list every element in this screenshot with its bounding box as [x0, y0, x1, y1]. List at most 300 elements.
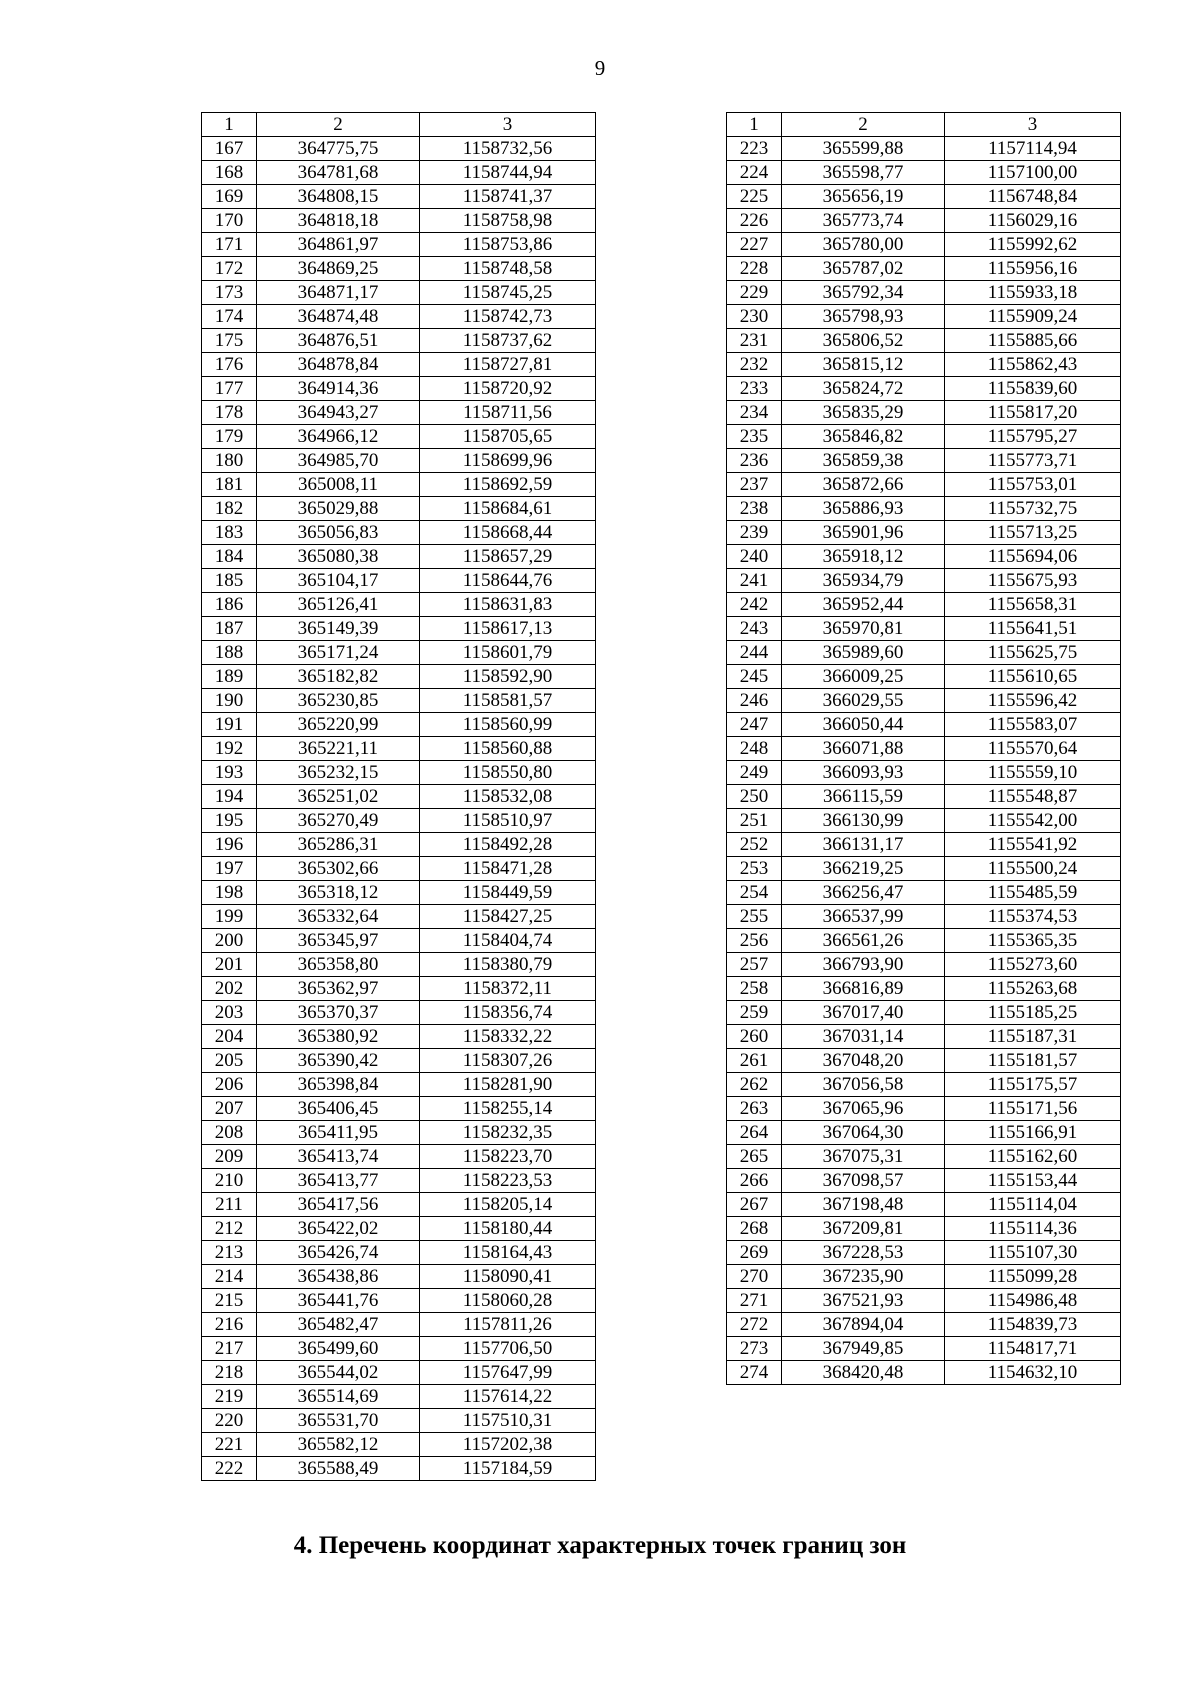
point-number-cell: 260: [727, 1025, 782, 1049]
point-number-cell: 249: [727, 761, 782, 785]
point-number-cell: 171: [202, 233, 257, 257]
table-row: [727, 1169, 1121, 1193]
column-header: 1: [727, 113, 782, 137]
x-coordinate-cell: 365806,52: [782, 329, 945, 353]
table-row: [727, 881, 1121, 905]
x-coordinate-cell: 365406,45: [257, 1097, 420, 1121]
point-number-cell: 237: [727, 473, 782, 497]
x-coordinate-cell: 365080,38: [257, 545, 420, 569]
y-coordinate-cell: 1158492,28: [420, 833, 596, 857]
table-row: [727, 905, 1121, 929]
y-coordinate-cell: 1158223,53: [420, 1169, 596, 1193]
y-coordinate-cell: 1157184,59: [420, 1457, 596, 1481]
x-coordinate-cell: 365934,79: [782, 569, 945, 593]
y-coordinate-cell: 1158720,92: [420, 377, 596, 401]
x-coordinate-cell: 365780,00: [782, 233, 945, 257]
y-coordinate-cell: 1155114,04: [945, 1193, 1121, 1217]
table-row: [202, 593, 596, 617]
table-row: [727, 281, 1121, 305]
y-coordinate-cell: 1155114,36: [945, 1217, 1121, 1241]
x-coordinate-cell: 365426,74: [257, 1241, 420, 1265]
y-coordinate-cell: 1158232,35: [420, 1121, 596, 1145]
point-number-cell: 187: [202, 617, 257, 641]
x-coordinate-cell: 365531,70: [257, 1409, 420, 1433]
table-row: [727, 353, 1121, 377]
x-coordinate-cell: 365482,47: [257, 1313, 420, 1337]
y-coordinate-cell: 1155885,66: [945, 329, 1121, 353]
x-coordinate-cell: 364871,17: [257, 281, 420, 305]
table-row: [202, 953, 596, 977]
point-number-cell: 177: [202, 377, 257, 401]
table-row: [202, 809, 596, 833]
y-coordinate-cell: 1155365,35: [945, 929, 1121, 953]
point-number-cell: 202: [202, 977, 257, 1001]
x-coordinate-cell: 365859,38: [782, 449, 945, 473]
point-number-cell: 178: [202, 401, 257, 425]
table-row: [202, 497, 596, 521]
coordinates-table-left: [201, 112, 596, 1481]
y-coordinate-cell: 1158727,81: [420, 353, 596, 377]
table-row: [727, 257, 1121, 281]
y-coordinate-cell: 1155625,75: [945, 641, 1121, 665]
x-coordinate-cell: 364914,36: [257, 377, 420, 401]
x-coordinate-cell: 365380,92: [257, 1025, 420, 1049]
y-coordinate-cell: 1158427,25: [420, 905, 596, 929]
table-row: [202, 233, 596, 257]
y-coordinate-cell: 1158510,97: [420, 809, 596, 833]
point-number-cell: 182: [202, 497, 257, 521]
point-number-cell: 209: [202, 1145, 257, 1169]
point-number-cell: 232: [727, 353, 782, 377]
x-coordinate-cell: 365413,77: [257, 1169, 420, 1193]
x-coordinate-cell: 365815,12: [782, 353, 945, 377]
y-coordinate-cell: 1155795,27: [945, 425, 1121, 449]
y-coordinate-cell: 1158744,94: [420, 161, 596, 185]
point-number-cell: 199: [202, 905, 257, 929]
point-number-cell: 225: [727, 185, 782, 209]
table-row: [727, 1001, 1121, 1025]
y-coordinate-cell: 1157510,31: [420, 1409, 596, 1433]
table-row: [202, 209, 596, 233]
y-coordinate-cell: 1158581,57: [420, 689, 596, 713]
y-coordinate-cell: 1157647,99: [420, 1361, 596, 1385]
y-coordinate-cell: 1155107,30: [945, 1241, 1121, 1265]
y-coordinate-cell: 1158090,41: [420, 1265, 596, 1289]
y-coordinate-cell: 1155596,42: [945, 689, 1121, 713]
table-row: [727, 737, 1121, 761]
point-number-cell: 257: [727, 953, 782, 977]
x-coordinate-cell: 364808,15: [257, 185, 420, 209]
table-row: [727, 161, 1121, 185]
table-row: [202, 1289, 596, 1313]
x-coordinate-cell: 364869,25: [257, 257, 420, 281]
y-coordinate-cell: 1155641,51: [945, 617, 1121, 641]
point-number-cell: 255: [727, 905, 782, 929]
table-row: [202, 257, 596, 281]
y-coordinate-cell: 1158742,73: [420, 305, 596, 329]
table-row: [202, 1313, 596, 1337]
x-coordinate-cell: 365798,93: [782, 305, 945, 329]
table-row: [727, 473, 1121, 497]
point-number-cell: 240: [727, 545, 782, 569]
column-header: 3: [420, 113, 596, 137]
y-coordinate-cell: 1157706,50: [420, 1337, 596, 1361]
table-row: [202, 185, 596, 209]
point-number-cell: 262: [727, 1073, 782, 1097]
x-coordinate-cell: 366131,17: [782, 833, 945, 857]
x-coordinate-cell: 367894,04: [782, 1313, 945, 1337]
x-coordinate-cell: 365230,85: [257, 689, 420, 713]
table-row: [202, 713, 596, 737]
x-coordinate-cell: 365182,82: [257, 665, 420, 689]
x-coordinate-cell: 367098,57: [782, 1169, 945, 1193]
point-number-cell: 229: [727, 281, 782, 305]
table-row: [202, 1001, 596, 1025]
point-number-cell: 195: [202, 809, 257, 833]
table-row: [202, 1097, 596, 1121]
point-number-cell: 191: [202, 713, 257, 737]
y-coordinate-cell: 1154986,48: [945, 1289, 1121, 1313]
point-number-cell: 180: [202, 449, 257, 473]
table-row: [202, 1193, 596, 1217]
x-coordinate-cell: 365846,82: [782, 425, 945, 449]
y-coordinate-cell: 1156029,16: [945, 209, 1121, 233]
x-coordinate-cell: 367065,96: [782, 1097, 945, 1121]
table-row: [202, 305, 596, 329]
point-number-cell: 183: [202, 521, 257, 545]
point-number-cell: 227: [727, 233, 782, 257]
table-row: [727, 1121, 1121, 1145]
x-coordinate-cell: 365029,88: [257, 497, 420, 521]
x-coordinate-cell: 366115,59: [782, 785, 945, 809]
point-number-cell: 203: [202, 1001, 257, 1025]
y-coordinate-cell: 1155694,06: [945, 545, 1121, 569]
table-row: [202, 641, 596, 665]
table-row: [202, 1073, 596, 1097]
x-coordinate-cell: 367064,30: [782, 1121, 945, 1145]
point-number-cell: 268: [727, 1217, 782, 1241]
y-coordinate-cell: 1155839,60: [945, 377, 1121, 401]
point-number-cell: 251: [727, 809, 782, 833]
table-row: [727, 593, 1121, 617]
y-coordinate-cell: 1158737,62: [420, 329, 596, 353]
x-coordinate-cell: 365588,49: [257, 1457, 420, 1481]
table-row: [727, 809, 1121, 833]
point-number-cell: 173: [202, 281, 257, 305]
point-number-cell: 206: [202, 1073, 257, 1097]
table-row: [727, 449, 1121, 473]
point-number-cell: 224: [727, 161, 782, 185]
x-coordinate-cell: 366029,55: [782, 689, 945, 713]
y-coordinate-cell: 1155675,93: [945, 569, 1121, 593]
y-coordinate-cell: 1155181,57: [945, 1049, 1121, 1073]
point-number-cell: 190: [202, 689, 257, 713]
table-row: [202, 1241, 596, 1265]
y-coordinate-cell: 1158205,14: [420, 1193, 596, 1217]
point-number-cell: 233: [727, 377, 782, 401]
table-row: [202, 617, 596, 641]
table-row: [727, 497, 1121, 521]
point-number-cell: 243: [727, 617, 782, 641]
table-row: [727, 233, 1121, 257]
y-coordinate-cell: 1155273,60: [945, 953, 1121, 977]
y-coordinate-cell: 1155773,71: [945, 449, 1121, 473]
y-coordinate-cell: 1158532,08: [420, 785, 596, 809]
x-coordinate-cell: 365221,11: [257, 737, 420, 761]
point-number-cell: 167: [202, 137, 257, 161]
point-number-cell: 197: [202, 857, 257, 881]
x-coordinate-cell: 366256,47: [782, 881, 945, 905]
point-number-cell: 168: [202, 161, 257, 185]
x-coordinate-cell: 367521,93: [782, 1289, 945, 1313]
y-coordinate-cell: 1158560,88: [420, 737, 596, 761]
y-coordinate-cell: 1158332,22: [420, 1025, 596, 1049]
table-row: [727, 953, 1121, 977]
point-number-cell: 218: [202, 1361, 257, 1385]
x-coordinate-cell: 367228,53: [782, 1241, 945, 1265]
table-row: [202, 1457, 596, 1481]
y-coordinate-cell: 1157114,94: [945, 137, 1121, 161]
table-row: [727, 977, 1121, 1001]
x-coordinate-cell: 365441,76: [257, 1289, 420, 1313]
x-coordinate-cell: 364878,84: [257, 353, 420, 377]
table-row: [202, 1337, 596, 1361]
table-row: [727, 1241, 1121, 1265]
y-coordinate-cell: 1155263,68: [945, 977, 1121, 1001]
point-number-cell: 213: [202, 1241, 257, 1265]
point-number-cell: 189: [202, 665, 257, 689]
point-number-cell: 248: [727, 737, 782, 761]
point-number-cell: 216: [202, 1313, 257, 1337]
table-row: [202, 833, 596, 857]
y-coordinate-cell: 1155171,56: [945, 1097, 1121, 1121]
table-row: [727, 689, 1121, 713]
y-coordinate-cell: 1155099,28: [945, 1265, 1121, 1289]
table-row: [202, 377, 596, 401]
point-number-cell: 244: [727, 641, 782, 665]
y-coordinate-cell: 1158644,76: [420, 569, 596, 593]
point-number-cell: 174: [202, 305, 257, 329]
table-row: [727, 1361, 1121, 1385]
x-coordinate-cell: 364775,75: [257, 137, 420, 161]
x-coordinate-cell: 365656,19: [782, 185, 945, 209]
point-number-cell: 205: [202, 1049, 257, 1073]
point-number-cell: 198: [202, 881, 257, 905]
x-coordinate-cell: 365970,81: [782, 617, 945, 641]
table-header-row: [202, 113, 596, 137]
point-number-cell: 193: [202, 761, 257, 785]
point-number-cell: 194: [202, 785, 257, 809]
section-heading: 4. Перечень координат характерных точек границ зон: [293, 1532, 907, 1559]
column-header: 1: [202, 113, 257, 137]
x-coordinate-cell: 366219,25: [782, 857, 945, 881]
x-coordinate-cell: 365598,77: [782, 161, 945, 185]
y-coordinate-cell: 1158592,90: [420, 665, 596, 689]
table-row: [727, 761, 1121, 785]
y-coordinate-cell: 1155187,31: [945, 1025, 1121, 1049]
y-coordinate-cell: 1155753,01: [945, 473, 1121, 497]
table-header-row: [727, 113, 1121, 137]
x-coordinate-cell: 365358,80: [257, 953, 420, 977]
x-coordinate-cell: 366050,44: [782, 713, 945, 737]
y-coordinate-cell: 1155956,16: [945, 257, 1121, 281]
point-number-cell: 181: [202, 473, 257, 497]
point-number-cell: 269: [727, 1241, 782, 1265]
y-coordinate-cell: 1158471,28: [420, 857, 596, 881]
point-number-cell: 212: [202, 1217, 257, 1241]
point-number-cell: 274: [727, 1361, 782, 1385]
point-number-cell: 231: [727, 329, 782, 353]
y-coordinate-cell: 1158380,79: [420, 953, 596, 977]
point-number-cell: 253: [727, 857, 782, 881]
table-row: [727, 1049, 1121, 1073]
x-coordinate-cell: 365952,44: [782, 593, 945, 617]
x-coordinate-cell: 364966,12: [257, 425, 420, 449]
table-row: [202, 929, 596, 953]
x-coordinate-cell: 365417,56: [257, 1193, 420, 1217]
point-number-cell: 263: [727, 1097, 782, 1121]
x-coordinate-cell: 367209,81: [782, 1217, 945, 1241]
table-row: [727, 713, 1121, 737]
x-coordinate-cell: 365104,17: [257, 569, 420, 593]
x-coordinate-cell: 366071,88: [782, 737, 945, 761]
x-coordinate-cell: 365918,12: [782, 545, 945, 569]
y-coordinate-cell: 1155548,87: [945, 785, 1121, 809]
point-number-cell: 196: [202, 833, 257, 857]
table-row: [202, 425, 596, 449]
table-row: [727, 641, 1121, 665]
point-number-cell: 200: [202, 929, 257, 953]
table-row: [727, 929, 1121, 953]
point-number-cell: 241: [727, 569, 782, 593]
y-coordinate-cell: 1158449,59: [420, 881, 596, 905]
point-number-cell: 208: [202, 1121, 257, 1145]
point-number-cell: 271: [727, 1289, 782, 1313]
point-number-cell: 169: [202, 185, 257, 209]
x-coordinate-cell: 366009,25: [782, 665, 945, 689]
point-number-cell: 256: [727, 929, 782, 953]
point-number-cell: 170: [202, 209, 257, 233]
point-number-cell: 252: [727, 833, 782, 857]
y-coordinate-cell: 1155185,25: [945, 1001, 1121, 1025]
point-number-cell: 192: [202, 737, 257, 761]
x-coordinate-cell: 364861,97: [257, 233, 420, 257]
x-coordinate-cell: 365582,12: [257, 1433, 420, 1457]
table-row: [727, 1025, 1121, 1049]
point-number-cell: 236: [727, 449, 782, 473]
point-number-cell: 186: [202, 593, 257, 617]
y-coordinate-cell: 1155541,92: [945, 833, 1121, 857]
x-coordinate-cell: 365370,37: [257, 1001, 420, 1025]
y-coordinate-cell: 1157202,38: [420, 1433, 596, 1457]
y-coordinate-cell: 1155570,64: [945, 737, 1121, 761]
table-row: [202, 353, 596, 377]
point-number-cell: 228: [727, 257, 782, 281]
point-number-cell: 226: [727, 209, 782, 233]
x-coordinate-cell: 365149,39: [257, 617, 420, 641]
point-number-cell: 259: [727, 1001, 782, 1025]
point-number-cell: 234: [727, 401, 782, 425]
x-coordinate-cell: 365792,34: [782, 281, 945, 305]
point-number-cell: 264: [727, 1121, 782, 1145]
y-coordinate-cell: 1155583,07: [945, 713, 1121, 737]
point-number-cell: 261: [727, 1049, 782, 1073]
x-coordinate-cell: 367031,14: [782, 1025, 945, 1049]
y-coordinate-cell: 1158164,43: [420, 1241, 596, 1265]
x-coordinate-cell: 365220,99: [257, 713, 420, 737]
point-number-cell: 222: [202, 1457, 257, 1481]
table-row: [727, 785, 1121, 809]
table-row: [727, 857, 1121, 881]
point-number-cell: 204: [202, 1025, 257, 1049]
y-coordinate-cell: 1155732,75: [945, 497, 1121, 521]
y-coordinate-cell: 1158732,56: [420, 137, 596, 161]
table-row: [202, 1409, 596, 1433]
y-coordinate-cell: 1155166,91: [945, 1121, 1121, 1145]
x-coordinate-cell: 365318,12: [257, 881, 420, 905]
table-row: [727, 137, 1121, 161]
table-row: [202, 401, 596, 425]
y-coordinate-cell: 1156748,84: [945, 185, 1121, 209]
table-row: [727, 1145, 1121, 1169]
point-number-cell: 172: [202, 257, 257, 281]
x-coordinate-cell: 365232,15: [257, 761, 420, 785]
point-number-cell: 215: [202, 1289, 257, 1313]
x-coordinate-cell: 364874,48: [257, 305, 420, 329]
y-coordinate-cell: 1158748,58: [420, 257, 596, 281]
table-row: [202, 857, 596, 881]
table-row: [202, 905, 596, 929]
point-number-cell: 245: [727, 665, 782, 689]
x-coordinate-cell: 367056,58: [782, 1073, 945, 1097]
x-coordinate-cell: 366816,89: [782, 977, 945, 1001]
point-number-cell: 211: [202, 1193, 257, 1217]
point-number-cell: 242: [727, 593, 782, 617]
y-coordinate-cell: 1155153,44: [945, 1169, 1121, 1193]
column-header: 2: [782, 113, 945, 137]
y-coordinate-cell: 1158255,14: [420, 1097, 596, 1121]
x-coordinate-cell: 367198,48: [782, 1193, 945, 1217]
table-row: [202, 1169, 596, 1193]
y-coordinate-cell: 1158699,96: [420, 449, 596, 473]
table-row: [727, 665, 1121, 689]
y-coordinate-cell: 1155162,60: [945, 1145, 1121, 1169]
y-coordinate-cell: 1155933,18: [945, 281, 1121, 305]
table-row: [727, 377, 1121, 401]
x-coordinate-cell: 365398,84: [257, 1073, 420, 1097]
y-coordinate-cell: 1155658,31: [945, 593, 1121, 617]
x-coordinate-cell: 364943,27: [257, 401, 420, 425]
x-coordinate-cell: 367017,40: [782, 1001, 945, 1025]
point-number-cell: 247: [727, 713, 782, 737]
x-coordinate-cell: 367949,85: [782, 1337, 945, 1361]
x-coordinate-cell: 365390,42: [257, 1049, 420, 1073]
y-coordinate-cell: 1158601,79: [420, 641, 596, 665]
point-number-cell: 214: [202, 1265, 257, 1289]
y-coordinate-cell: 1158617,13: [420, 617, 596, 641]
point-number-cell: 217: [202, 1337, 257, 1361]
table-row: [727, 329, 1121, 353]
x-coordinate-cell: 365514,69: [257, 1385, 420, 1409]
point-number-cell: 258: [727, 977, 782, 1001]
x-coordinate-cell: 365126,41: [257, 593, 420, 617]
table-row: [202, 881, 596, 905]
point-number-cell: 238: [727, 497, 782, 521]
x-coordinate-cell: 364876,51: [257, 329, 420, 353]
table-row: [727, 521, 1121, 545]
point-number-cell: 185: [202, 569, 257, 593]
y-coordinate-cell: 1158753,86: [420, 233, 596, 257]
